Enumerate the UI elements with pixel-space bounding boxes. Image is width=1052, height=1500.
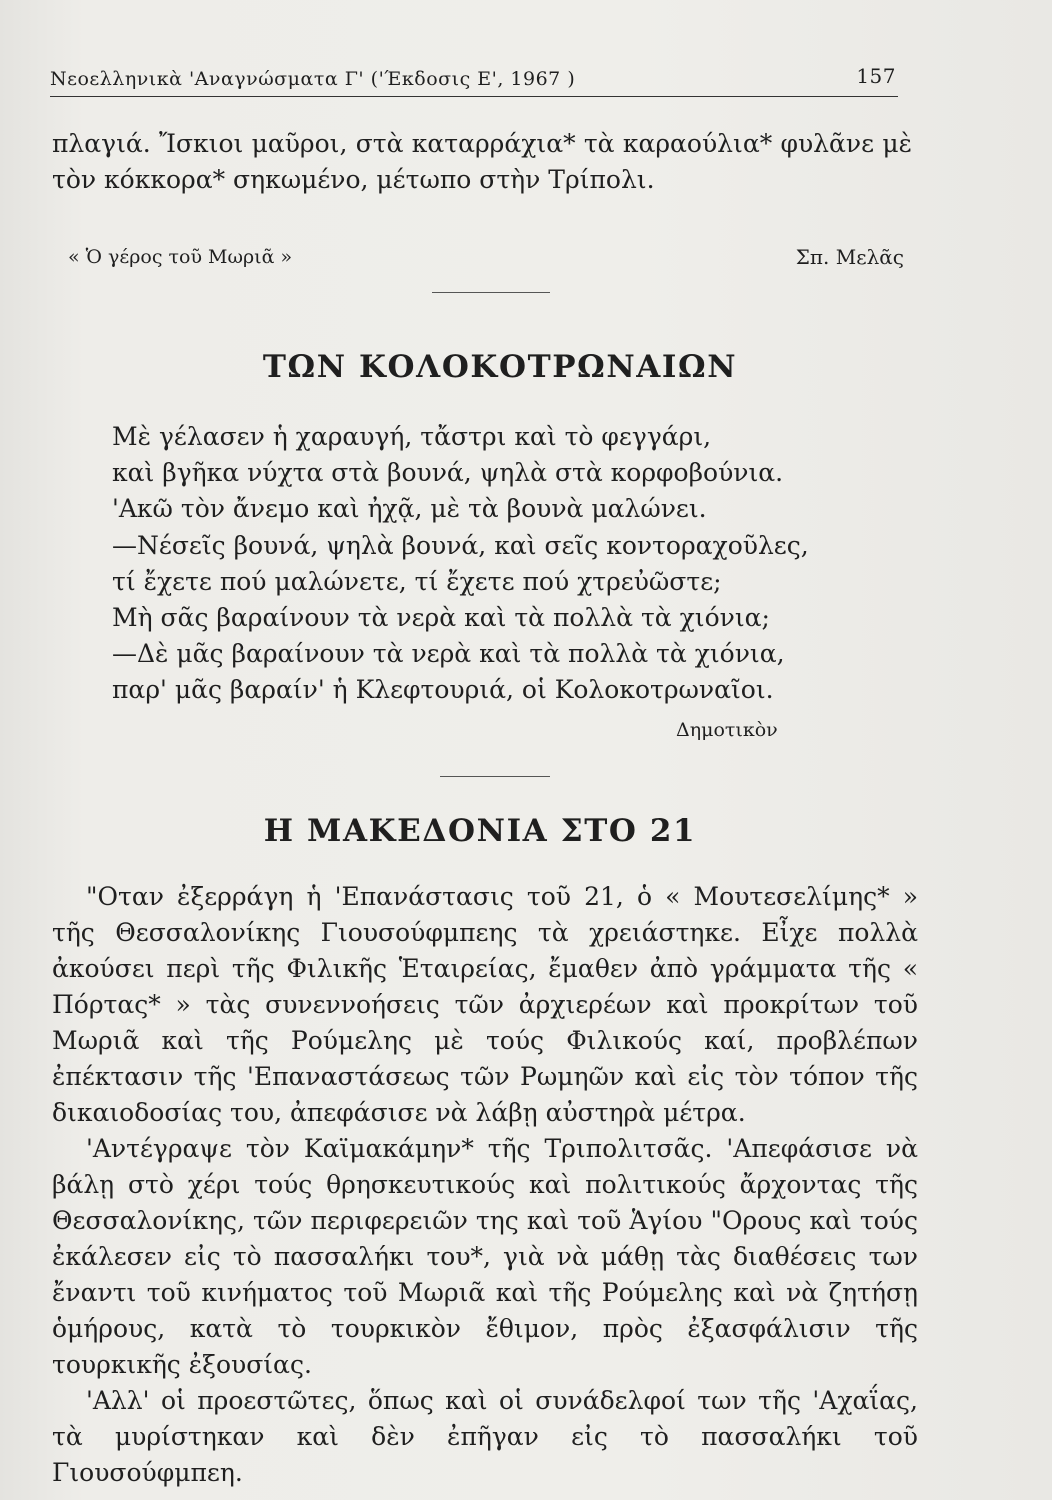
- section-divider: [432, 292, 550, 293]
- article-body: [52, 879, 918, 1491]
- poem-line: 'Ακῶ τὸν ἄνεμο καὶ ἠχᾷ, μὲ τὰ βουνὰ μαλώνει.: [112, 494, 707, 524]
- article-paragraph: 'Αλλ' οἱ προεστῶτες, ὅπως καὶ οἱ συνάδελφοί των τῆς 'Αχαΐας, τὰ μυρίστηκαν καὶ δὲν ἐπῆγαν εἰς τὸ πασσαλήκι τοῦ Γιουσούφμπεη.: [52, 1386, 918, 1487]
- opening-paragraph: πλαγιά. Ἴσκιοι μαῦροι, στὰ καταρράχια* τὰ καραούλια* φυλᾶνε μὲ τὸν κόκκορα* σηκωμένο, μέτωπο στὴν Τρίπολι.: [52, 129, 912, 194]
- poem-line: Μὴ σᾶς βαραίνουν τὰ νερὰ καὶ τὰ πολλὰ τὰ χιόνια;: [112, 603, 770, 633]
- poem-line: τί ἔχετε πού μαλώνετε, τί ἔχετε πού χτρεὐῶστε;: [112, 566, 722, 596]
- poem-source: Δημοτικὸν: [676, 719, 778, 741]
- poem-heading: ΤΩΝ ΚΟΛΟΚΟΤΡΩΝΑΙΩΝ: [262, 349, 738, 385]
- poem: [112, 419, 932, 709]
- running-head-title: Νεοελληνικὰ 'Αναγνώσματα Γ' ('Έκδοσις Ε', 1967 ): [50, 68, 576, 90]
- opening-prose: [52, 126, 912, 198]
- page-number: 157: [856, 64, 896, 88]
- poem-line: καὶ βγῆκα νύχτα στὰ βουνά, ψηλὰ στὰ κορφοβούνια.: [112, 458, 784, 488]
- article-paragraph: "Οταν ἐξερράγη ἡ 'Επανάστασις τοῦ 21, ὁ « Μουτεσελίμης* » τῆς Θεσσαλονίκης Γιουσούφμπεης τὰ χρειάστηκε. Εἶχε πολλὰ ἀκούσει περὶ τῆς Φιλικῆς Ἑταιρείας, ἔμαθεν ἀπὸ γράμματα τῆς « Πόρτας* » τὰς συνεννοήσεις τῶν ἀρχιερέων καὶ προκρίτων τοῦ Μωριᾶ καὶ τῆς Ρούμελης μὲ τούς Φιλικούς καί, προβλέπων ἐπέκτασιν τῆς 'Επαναστάσεως τῶν Ρωμηῶν καὶ εἰς τὸν τόπον τῆς δικαιοδοσίας του, ἀπεφάσισε νὰ λάβῃ αὐστηρὰ μέτρα.: [52, 882, 918, 1127]
- poem-line: —Δὲ μᾶς βαραίνουν τὰ νερὰ καὶ τὰ πολλὰ τὰ χιόνια,: [112, 639, 785, 669]
- running-head: [50, 64, 898, 94]
- article-paragraph: 'Αντέγραψε τὸν Καϊμακάμην* τῆς Τριπολιτσᾶς. 'Απεφάσισε νὰ βάλῃ στὸ χέρι τούς θρησκευτικούς καὶ πολιτικούς ἄρχοντας τῆς Θεσσαλονίκης, τῶν περιφερειῶν της καὶ τοῦ Ἁγίου "Ορους καὶ τούς ἐκάλεσεν εἰς τὸ πασσαλήκι του*, γιὰ νὰ μάθῃ τὰς διαθέσεις των ἔναντι τοῦ κινήματος τοῦ Μωριᾶ καὶ τῆς Ρούμελης καὶ νὰ ζητήσῃ ὁμήρους, κατὰ τὸ τουρκικὸν ἔθιμον, πρὸς ἐξασφάλισιν τῆς τουρκικῆς ἐξουσίας.: [52, 1134, 918, 1379]
- poem-line: Μὲ γέλασεν ἡ χαραυγή, τἄστρι καὶ τὸ φεγγάρι,: [112, 422, 712, 451]
- author-name: Σπ. Μελᾶς: [795, 245, 904, 269]
- poem-line: παρ' μᾶς βαραίν' ἡ Κλεφτουριά, οἱ Κολοκοτρωναῖοι.: [112, 675, 774, 705]
- section-divider: [440, 776, 550, 777]
- source-title: « Ὁ γέρος τοῦ Μωριᾶ »: [68, 246, 293, 268]
- poem-line: —Νέσεῖς βουνά, ψηλὰ βουνά, καὶ σεῖς κοντοραχοῦλες,: [112, 530, 809, 560]
- article-heading: Η ΜΑΚΕΔΟΝΙΑ ΣΤΟ 21: [263, 813, 697, 849]
- header-rule: [50, 96, 898, 97]
